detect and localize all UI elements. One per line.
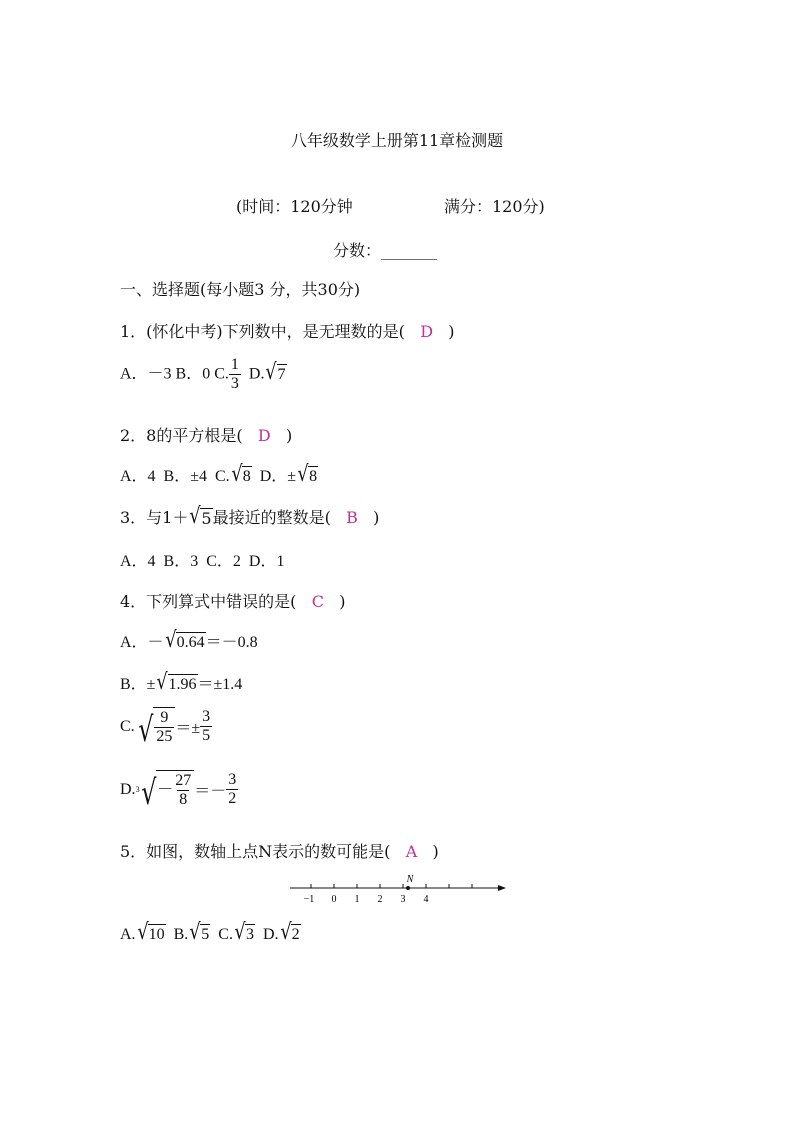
- question-5: [120, 839, 439, 862]
- denominator: 8: [179, 791, 188, 809]
- question-5-options: [120, 922, 301, 944]
- radical: [135, 707, 176, 750]
- question-5-close: ): [432, 842, 439, 861]
- fraction: [173, 772, 193, 810]
- option-text: B.: [165, 926, 189, 943]
- root-index: 3: [135, 785, 140, 795]
- option-text: ＝－0.8: [205, 634, 258, 651]
- tick-label: 3: [400, 894, 406, 905]
- option-d: [120, 770, 238, 813]
- cube-root-icon: √: [140, 772, 156, 813]
- numerator: 3: [228, 771, 237, 788]
- question-1-close: ): [448, 322, 455, 341]
- full-score: 满分：120分): [444, 197, 545, 216]
- radical: [188, 506, 212, 528]
- fraction: [226, 771, 238, 809]
- radical: [164, 630, 206, 652]
- numerator: 9: [160, 709, 169, 726]
- sqrt-icon: √: [297, 462, 309, 487]
- numerator: 27: [175, 772, 192, 789]
- option-text: D.: [120, 780, 136, 798]
- sqrt-icon: √: [164, 628, 177, 653]
- score-blank: 分数：_______: [333, 241, 438, 260]
- question-4: [120, 589, 345, 612]
- radicand: [156, 770, 194, 810]
- question-3-close: ): [373, 508, 380, 527]
- radicand: 7: [277, 365, 286, 383]
- sqrt-icon: √: [189, 504, 202, 529]
- question-4-close: ): [339, 592, 346, 611]
- sqrt-icon: √: [136, 920, 149, 945]
- sqrt-icon: √: [156, 670, 169, 695]
- axis-ticks: [311, 884, 472, 888]
- question-3-answer: B: [346, 508, 358, 527]
- option-text: ＝±1.4: [197, 676, 243, 693]
- radicand: 0.64: [176, 634, 205, 652]
- sqrt-icon: √: [231, 462, 243, 487]
- question-2: [120, 423, 292, 446]
- radical: [230, 464, 252, 486]
- minus-sign: －: [157, 781, 174, 799]
- denominator: 3: [230, 375, 239, 393]
- point-n-label: N: [406, 874, 414, 885]
- option-a: [120, 629, 258, 652]
- denominator: 2: [228, 790, 237, 808]
- section-heading: 一、选择题(每小题3 分，共30分): [120, 280, 361, 299]
- point-n-dot: [406, 886, 410, 890]
- axis-arrow-icon: [498, 885, 506, 891]
- option-text: D．±: [251, 468, 297, 485]
- radical: [233, 922, 255, 944]
- time-limit: (时间：120分钟: [236, 197, 353, 216]
- option-text: ＝±: [175, 720, 201, 738]
- option-text: A．4 B．±4 C.: [120, 468, 230, 485]
- question-3-stem: 3．与1＋: [120, 508, 189, 527]
- radicand: 1.96: [168, 676, 197, 694]
- option-c: [120, 707, 212, 750]
- question-1: [120, 319, 455, 342]
- radicand: 5: [201, 926, 210, 944]
- tick-label: 0: [331, 894, 337, 905]
- fraction: [154, 709, 174, 747]
- question-2-stem: 2．8的平方根是(: [120, 426, 243, 445]
- page-title: 八年级数学上册第11章检测题: [290, 131, 504, 150]
- radical: [296, 464, 318, 486]
- option-b: [120, 671, 242, 694]
- option-text: C.: [210, 926, 233, 943]
- option-text: B．±: [120, 676, 156, 693]
- sqrt-icon: √: [234, 920, 246, 945]
- radical: [155, 672, 197, 694]
- option-text: A.: [120, 926, 136, 943]
- sqrt-icon: √: [279, 920, 292, 945]
- sqrt-icon: √: [189, 920, 201, 945]
- tick-label: −1: [303, 894, 315, 905]
- numerator: 3: [202, 708, 211, 725]
- question-3-stem: 最接近的整数是(: [212, 508, 331, 527]
- denominator: 25: [156, 728, 173, 746]
- tick-label: 1: [354, 894, 360, 905]
- radicand: 3: [246, 926, 254, 944]
- tick-label: 2: [377, 894, 383, 905]
- sqrt-icon: √: [137, 709, 154, 750]
- question-3: [120, 505, 379, 528]
- question-1-stem: 1．(怀化中考)下列数中，是无理数的是(: [120, 322, 405, 341]
- option-text: ＝－: [194, 783, 227, 801]
- question-1-answer: D: [420, 322, 434, 341]
- fraction: [229, 356, 241, 394]
- radicand: 10: [148, 926, 165, 944]
- question-5-answer: A: [405, 842, 418, 861]
- option-text: C.: [120, 717, 135, 735]
- question-1-options: [120, 356, 287, 394]
- radicand: 8: [242, 468, 251, 486]
- tick-label: 4: [423, 894, 429, 905]
- question-2-close: ): [285, 426, 293, 445]
- fraction: [200, 708, 212, 746]
- question-4-answer: C: [311, 592, 324, 611]
- option-text: D.: [240, 365, 265, 383]
- radical: [188, 922, 210, 944]
- radical: [279, 922, 301, 944]
- option-text: D.: [255, 926, 279, 943]
- option-text: A．－3 B．0 C.: [120, 365, 229, 383]
- denominator: 5: [202, 727, 211, 745]
- option-text: A．－: [120, 634, 164, 651]
- radicand: 5: [201, 509, 212, 529]
- radicand: 8: [309, 468, 318, 486]
- question-5-stem: 5．如图，数轴上点N表示的数可能是(: [120, 842, 391, 861]
- question-3-options: A．4 B．3 C．2 D．1: [120, 553, 285, 570]
- question-2-options: [120, 463, 318, 486]
- radicand: [153, 707, 175, 747]
- radical: [135, 770, 195, 813]
- radical: [136, 922, 166, 944]
- radical: [264, 359, 286, 385]
- sqrt-icon: √: [265, 359, 278, 385]
- question-4-stem: 4．下列算式中错误的是(: [120, 592, 297, 611]
- radicand: 2: [291, 926, 300, 944]
- number-line-figure: [286, 873, 510, 905]
- question-2-answer: D: [257, 426, 271, 445]
- numerator: 1: [230, 356, 239, 373]
